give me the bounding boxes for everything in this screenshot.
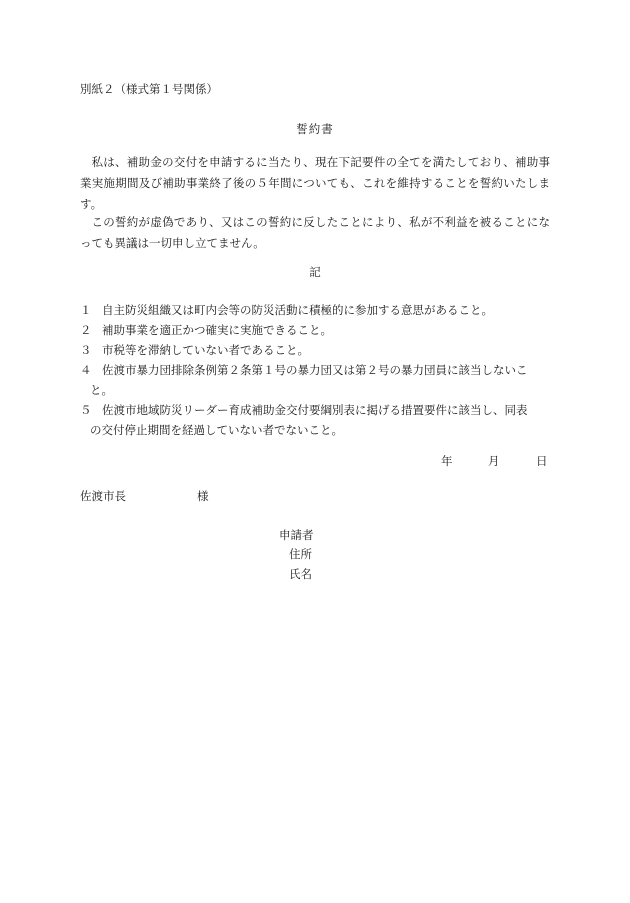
item-text: 自主防災組織又は町内会等の防災活動に積極的に参加する意思があること。 (102, 303, 493, 317)
item-text: 市税等を滞納していない者であること。 (102, 343, 309, 357)
list-item (80, 300, 550, 320)
pledge-paragraph-2: この誓約が虚偽であり、又はこの誓約に反したことにより、私が不利益を被ることになっても異議は一切申し立てません。 (80, 215, 550, 250)
list-item (80, 360, 550, 400)
document-title: 誓約書 (296, 122, 334, 136)
date-day-label: 日 (536, 454, 548, 468)
date-year-label: 年 (441, 454, 453, 468)
applicant-address-label: 住所 (289, 547, 312, 561)
item-text: 補助事業を適正かつ確実に実施できること。 (102, 323, 332, 337)
form-reference: 別紙２（様式第１号関係） (80, 82, 218, 96)
list-item (80, 340, 550, 360)
applicant-label: 申請者 (279, 528, 314, 542)
list-item (80, 320, 550, 340)
item-number: ５ (80, 403, 92, 417)
requirements-list (80, 300, 550, 440)
item-number: ３ (80, 343, 92, 357)
item-number: ２ (80, 323, 92, 337)
item-number: １ (80, 303, 92, 317)
pledge-paragraph-1: 私は、補助金の交付を申請するに当たり、現在下記要件の全てを満たしており、補助事業実施期間及び補助事業終了後の５年間についても、これを維持することを誓約いたします。 (80, 155, 550, 211)
item-text-continuation: の交付停止期間を経過していない者でないこと。 (90, 423, 343, 437)
item-text: 佐渡市暴力団排除条例第２条第１号の暴力団又は第２号の暴力団員に該当しないこ (102, 363, 528, 377)
item-text-continuation: と。 (90, 383, 113, 397)
applicant-name-label: 氏名 (289, 567, 312, 581)
item-text: 佐渡市地域防災リーダー育成補助金交付要綱別表に掲げる措置要件に該当し、同表 (102, 403, 528, 417)
ki-heading: 記 (309, 265, 321, 279)
addressee-name: 佐渡市長 (80, 489, 126, 503)
addressee (80, 488, 209, 504)
addressee-honorific: 様 (197, 489, 209, 503)
item-number: ４ (80, 363, 92, 377)
date-month-label: 月 (488, 454, 500, 468)
list-item (80, 400, 550, 440)
